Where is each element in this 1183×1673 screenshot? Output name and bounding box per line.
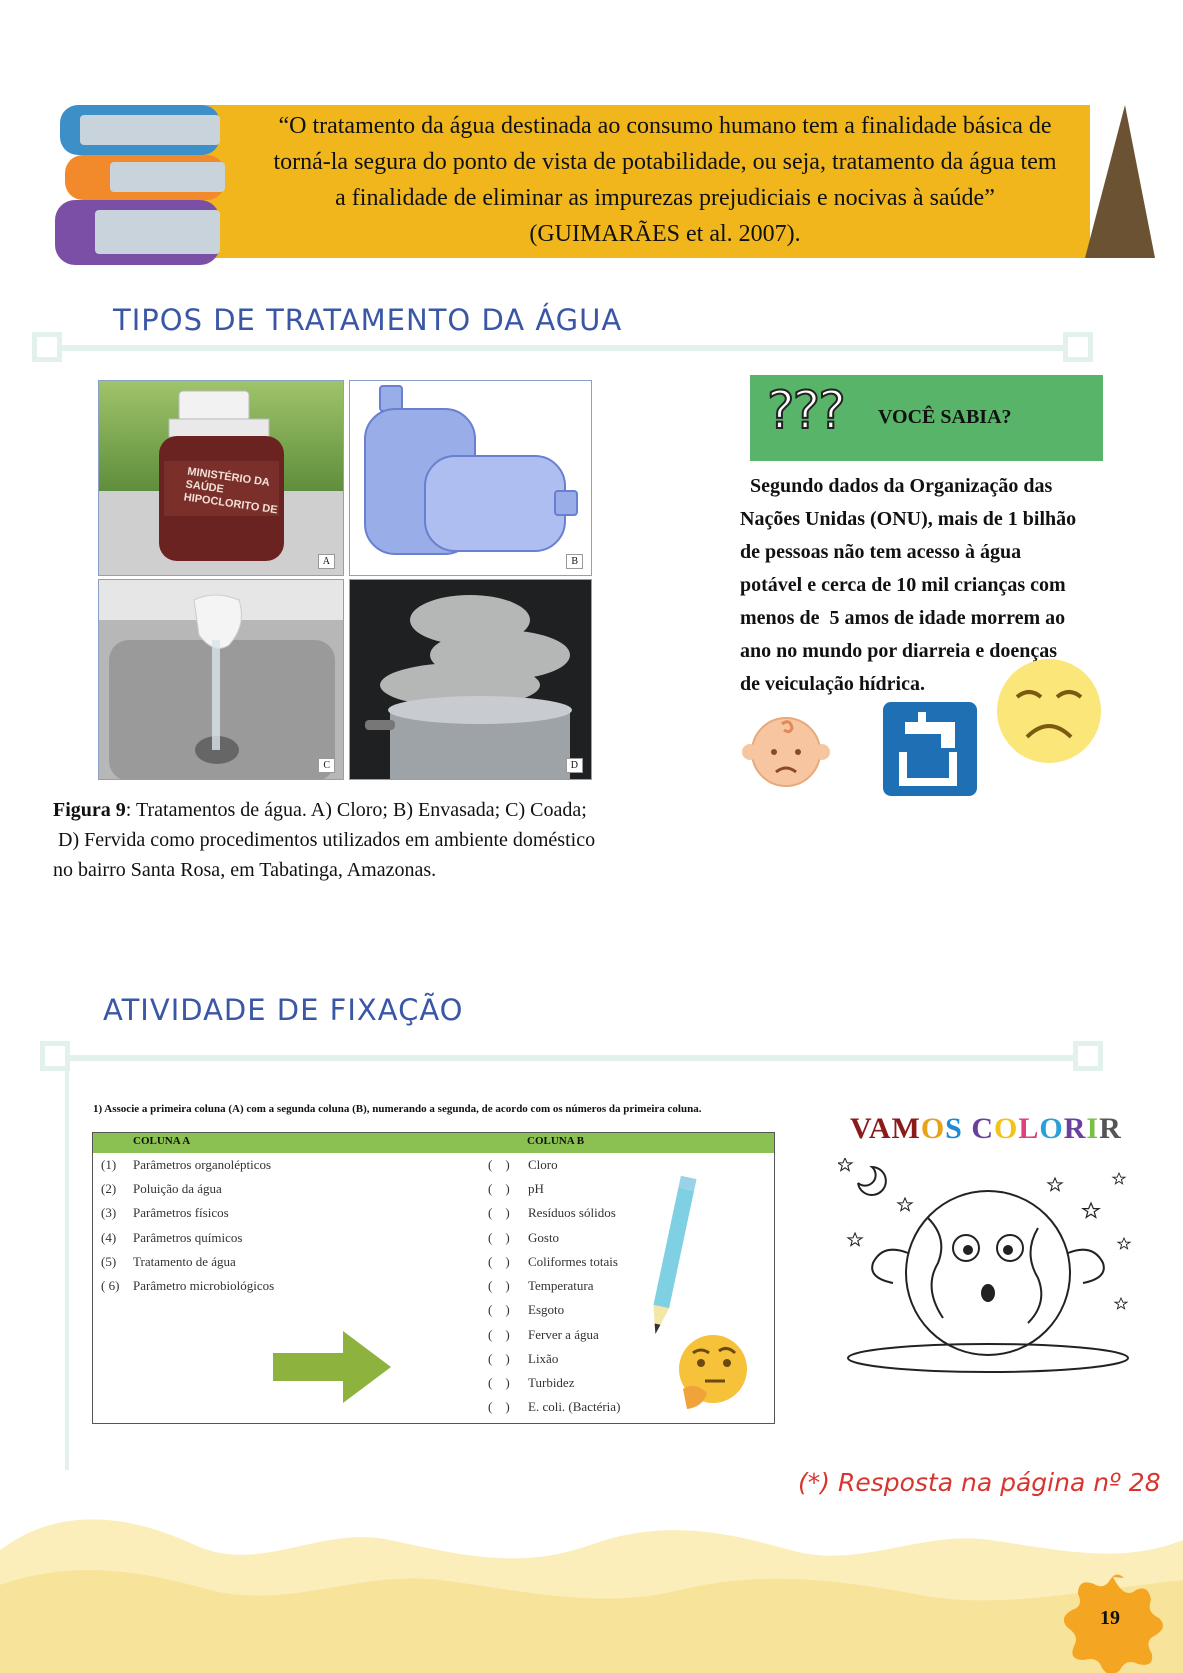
column-b-item[interactable]: ( ) E. coli. (Bactéria) (488, 1399, 621, 1414)
quote-citation: (GUIMARÃES et al. 2007). (529, 221, 801, 247)
column-b-item[interactable]: ( ) Resíduos sólidos (488, 1205, 616, 1220)
photo-label: A (318, 554, 335, 569)
divider-square-right (1063, 332, 1093, 362)
section-title-atividade: ATIVIDADE DE FIXAÇÃO (103, 993, 464, 1027)
quote-line: a finalidade de eliminar as impurezas prejudiciais e nocivas à saúde” (335, 185, 995, 211)
sabia-line: potável e cerca de 10 mil crianças com (740, 574, 1066, 596)
column-a-item: (1) Parâmetros organolépticos (101, 1157, 272, 1172)
sad-baby-icon (742, 710, 830, 790)
title-letter: I (1086, 1112, 1100, 1145)
photo-c-strained (98, 579, 344, 780)
quote-line: “O tratamento da água destinada ao consumo humano tem a finalidade básica de (278, 113, 1052, 139)
section-divider (58, 1055, 1091, 1061)
section-title-tipos: TIPOS DE TRATAMENTO DA ÁGUA (113, 303, 623, 337)
column-b-header: COLUNA B (527, 1135, 585, 1147)
column-b-item[interactable]: ( ) Gosto (488, 1230, 560, 1245)
thinking-face-icon (675, 1331, 749, 1411)
sabia-line: Segundo dados da Organização das (740, 475, 1053, 497)
earth-coloring-drawing[interactable] (838, 1158, 1143, 1378)
photo-b-bottled (349, 380, 592, 576)
table-header (93, 1133, 774, 1153)
vamos-colorir-title (850, 1112, 1122, 1146)
title-letter: O (1039, 1112, 1064, 1145)
books-icon (55, 100, 230, 270)
column-b-item[interactable]: ( ) Esgoto (488, 1302, 565, 1317)
column-b-item[interactable]: ( ) Ferver a água (488, 1327, 599, 1342)
title-letter: C (971, 1112, 995, 1145)
section-divider (50, 345, 1080, 351)
page-number: 19 (1100, 1607, 1120, 1629)
title-letter: A (868, 1112, 892, 1145)
caption-line: : Tratamentos de água. A) Cloro; B) Envasada; C) Coada; (125, 799, 587, 821)
column-a-header: COLUNA A (133, 1135, 191, 1147)
title-letter: O (994, 1112, 1019, 1145)
quote-text (225, 108, 1105, 252)
column-a-item: (2) Poluição da água (101, 1181, 222, 1196)
column-a-item: ( 6) Parâmetro microbiológicos (101, 1278, 275, 1293)
caption-figure-label: Figura 9 (53, 799, 126, 821)
photo-label: D (566, 758, 583, 773)
photo-label: B (566, 554, 583, 569)
column-a-item: (5) Tratamento de água (101, 1254, 236, 1269)
column-b-item[interactable]: ( ) Cloro (488, 1157, 558, 1172)
sabia-line: ano no mundo por diarreia e doenças (740, 640, 1058, 662)
column-b-item[interactable]: ( ) pH (488, 1181, 544, 1196)
sabia-line: menos de 5 amos de idade morrem ao (740, 607, 1066, 629)
title-letter: L (1018, 1112, 1040, 1145)
sabia-line: de veiculação hídrica. (740, 673, 925, 695)
column-a-item: (3) Parâmetros físicos (101, 1205, 229, 1220)
divider-square-left (32, 332, 62, 362)
divider-square-right (1073, 1041, 1103, 1071)
caption-line: D) Fervida como procedimentos utilizados em ambiente doméstico (53, 829, 596, 851)
activity-instruction: 1) Associe a primeira coluna (A) com a segunda coluna (B), numerando a segunda, de acordo com os números da primeira coluna. (93, 1103, 702, 1115)
arrow-right-icon (273, 1331, 391, 1403)
photo-label: C (318, 758, 335, 773)
title-letter: R (1099, 1112, 1122, 1145)
bottle-label-text: MINISTÉRIO DA SAÚDE HIPOCLORITO DE (182, 465, 279, 517)
title-letter: M (891, 1112, 921, 1145)
title-letter: V (850, 1112, 869, 1145)
photo-d-boiled (349, 579, 592, 780)
vertical-divider (65, 1060, 69, 1470)
pencil-icon (648, 1171, 698, 1346)
sabia-line: Nações Unidas (ONU), mais de 1 bilhão (740, 508, 1077, 530)
column-a-item: (4) Parâmetros químicos (101, 1230, 243, 1245)
matching-table (92, 1132, 775, 1424)
column-b-item[interactable]: ( ) Coliformes totais (488, 1254, 618, 1269)
title-letter: S (945, 1112, 963, 1145)
column-b-item[interactable]: ( ) Lixão (488, 1351, 559, 1366)
question-marks: ??? (767, 381, 844, 441)
caption-line: no bairro Santa Rosa, em Tabatinga, Amazonas. (53, 859, 437, 881)
answer-note: (*) Resposta na página nº 28 (798, 1468, 1161, 1497)
column-b-item[interactable]: ( ) Temperatura (488, 1278, 594, 1293)
water-tap-icon (883, 702, 977, 796)
photo-a-chlorine (98, 380, 344, 576)
figure-caption (53, 795, 673, 885)
title-letter: R (1063, 1112, 1087, 1145)
footer-wave (0, 1510, 1183, 1673)
sad-face-icon (995, 657, 1103, 765)
column-b-item[interactable]: ( ) Turbidez (488, 1375, 575, 1390)
quote-line: torná-la segura do ponto de vista de potabilidade, ou seja, tratamento da água tem (273, 149, 1057, 175)
sabia-line: de pessoas não tem acesso à água (740, 541, 1022, 563)
voce-sabia-title: VOCÊ SABIA? (878, 406, 1012, 428)
title-letter: O (920, 1112, 946, 1145)
